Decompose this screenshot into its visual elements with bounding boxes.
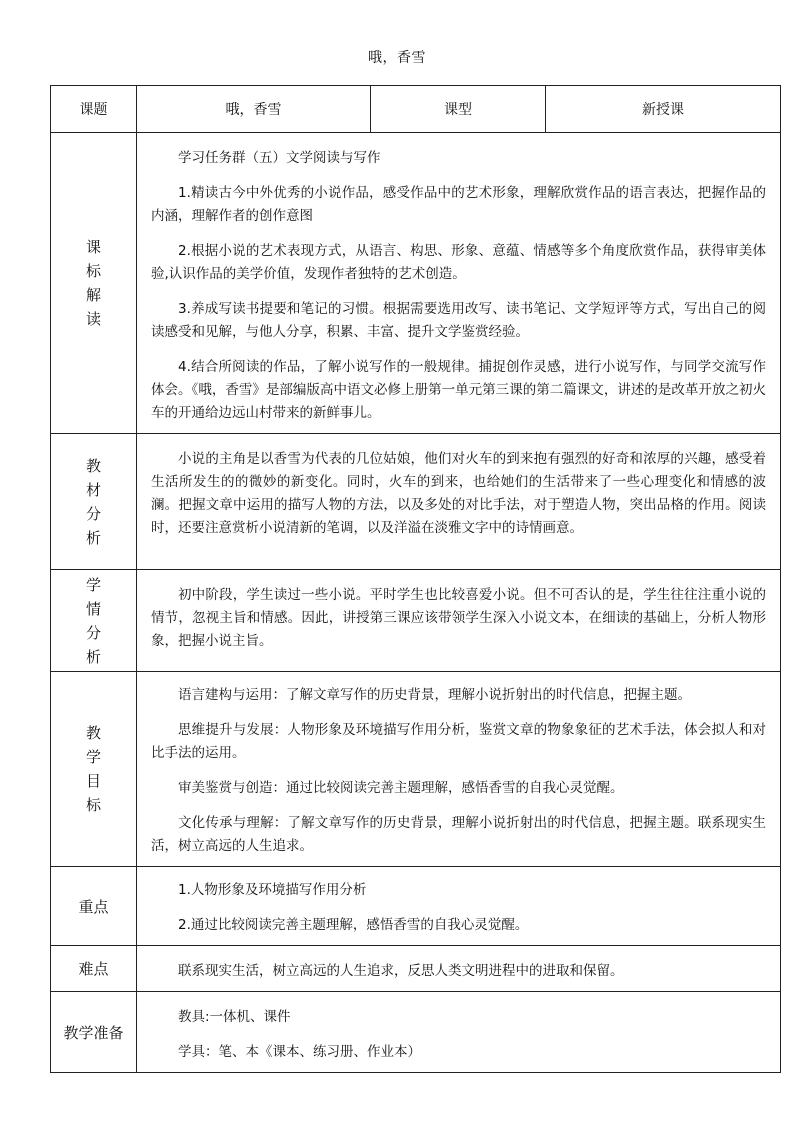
goals-label: 教学目标 [85, 724, 101, 814]
lesson-plan-table [50, 85, 781, 1073]
type-label: 课型 [371, 86, 546, 133]
difficulties-row [51, 946, 781, 992]
standards-row [51, 133, 781, 434]
difficulties-content [137, 946, 781, 992]
topic-label: 课题 [51, 86, 137, 133]
difficulties-label: 难点 [51, 946, 137, 992]
key-points-label: 重点 [51, 867, 137, 946]
key-points-paragraph: 1.人物形象及环境描写作用分析 [178, 882, 367, 898]
preparation-content [137, 992, 781, 1073]
header-row [51, 86, 781, 133]
preparation-row [51, 992, 781, 1073]
standards-label: 课标解读 [85, 238, 101, 328]
students-content [137, 570, 781, 672]
key-points-row [51, 867, 781, 946]
key-points-paragraph: 2.通过比较阅读完善主题理解，感悟香雪的自我心灵觉醒。 [178, 917, 529, 933]
preparation-paragraph: 教具:一体机、课件 [178, 1009, 291, 1025]
goals-paragraph: 思维提升与发展：人物形象及环境描写作用分析，鉴赏文章的物象象征的艺术手法，体会拟人和对比手法的运用。 [151, 722, 766, 761]
standards-paragraph: 4.结合所阅读的作品，了解小说写作的一般规律。捕捉创作灵感，进行小说写作，与同学交流写作体会。《哦，香雪》是部编版高中语文必修上册第一单元第三课的第二篇课文，讲述的是改革开放之初火车的开通给边远山村带来的新鲜事儿。 [151, 359, 766, 421]
material-label: 教材分析 [85, 456, 101, 547]
difficulties-paragraph: 联系现实生活，树立高远的人生追求，反思人类文明进程中的进取和保留。 [178, 963, 624, 979]
material-row [51, 434, 781, 570]
goals-content [137, 672, 781, 867]
goals-paragraph: 文化传承与理解：了解文章写作的历史背景，理解小说折射出的时代信息，把握主题。联系现实生活，树立高远的人生追求。 [151, 815, 766, 854]
standards-paragraph: 3.养成写读书提要和笔记的习惯。根据需要选用改写、读书笔记、文学短评等方式，写出自己的阅读感受和见解，与他人分享，积累、丰富、提升文学鉴赏经验。 [151, 301, 766, 340]
students-row [51, 570, 781, 672]
goals-row [51, 672, 781, 867]
key-points-content [137, 867, 781, 946]
students-label: 学情分析 [85, 575, 101, 666]
standards-content [137, 133, 781, 434]
goals-paragraph: 语言建构与运用：了解文章写作的历史背景，理解小说折射出的时代信息，把握主题。 [178, 687, 691, 703]
preparation-label: 教学准备 [51, 992, 137, 1073]
goals-paragraph: 审美鉴赏与创造：通过比较阅读完善主题理解，感悟香雪的自我心灵觉醒。 [178, 780, 624, 796]
document-title: 哦，香雪 [368, 50, 426, 66]
standards-paragraph: 学习任务群（五）文学阅读与写作 [178, 150, 381, 166]
standards-paragraph: 2.根据小说的艺术表现方式，从语言、构思、形象、意蕴、情感等多个角度欣赏作品，获得审美体验,认识作品的美学价值，发现作者独特的艺术创造。 [151, 243, 766, 282]
material-content [137, 434, 781, 570]
standards-paragraph: 1.精读古今中外优秀的小说作品，感受作品中的艺术形象，理解欣赏作品的语言表达，把握作品的内涵，理解作者的创作意图 [151, 185, 766, 224]
preparation-paragraph: 学具：笔、本《课本、练习册、作业本） [178, 1044, 421, 1060]
type-value: 新授课 [546, 86, 781, 133]
material-paragraph: 小说的主角是以香雪为代表的几位姑娘，他们对火车的到来抱有强烈的好奇和浓厚的兴趣，感受着生活所发生的的微妙的新变化。同时，火车的到来，也给她们的生活带来了一些心理变化和情感的波澜。把握文章中运用的描写人物的方法，以及多处的对比手法，对于塑造人物，突出品格的作用。阅读时，还要注意赏析小说清新的笔调，以及洋溢在淡雅文字中的诗情画意。 [151, 451, 766, 536]
topic-value: 哦，香雪 [137, 86, 371, 133]
students-paragraph: 初中阶段，学生读过一些小说。平时学生也比较喜爱小说。但不可否认的是，学生往往注重小说的情节，忽视主旨和情感。因此，讲授第三课应该带领学生深入小说文本，在细读的基础上，分析人物形象，把握小说主旨。 [151, 587, 766, 649]
